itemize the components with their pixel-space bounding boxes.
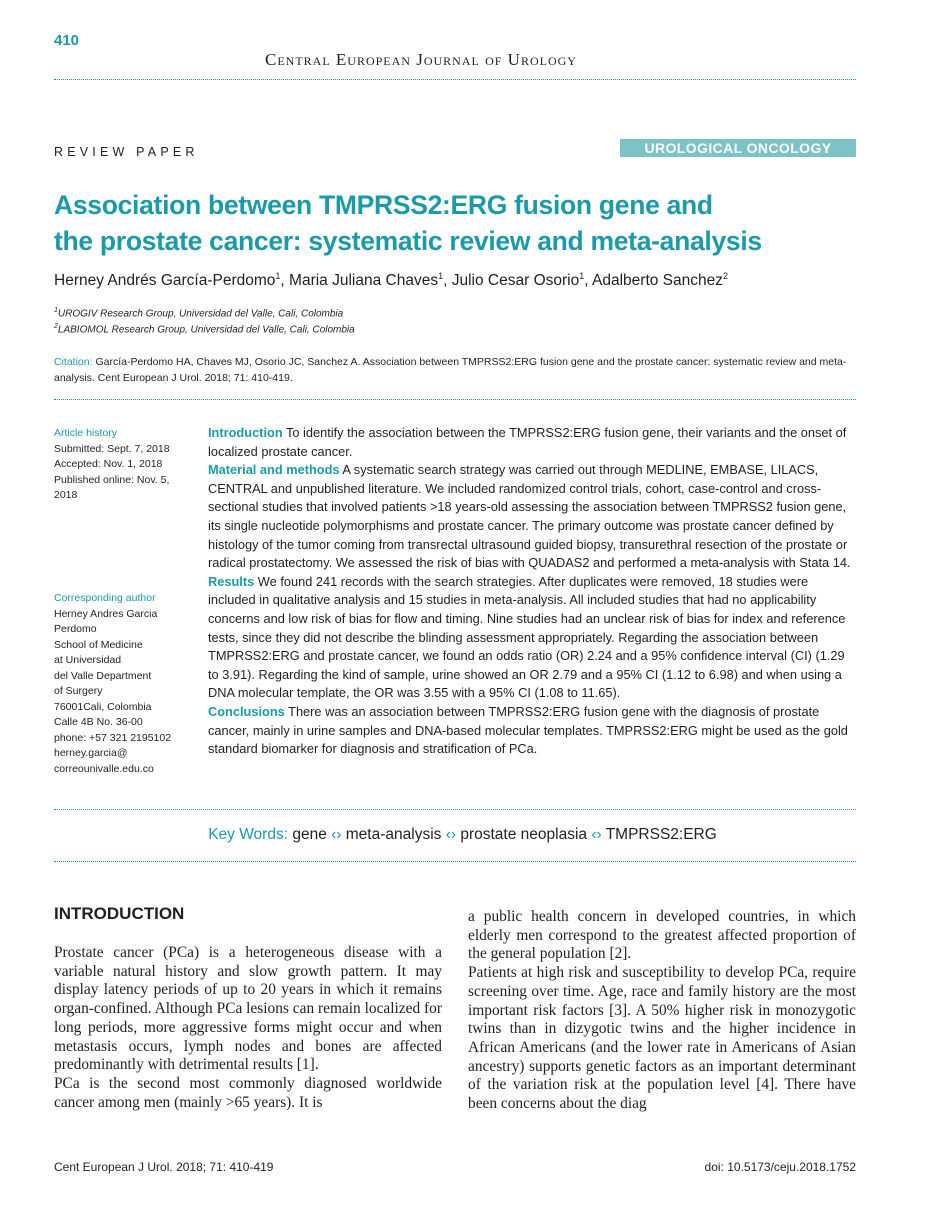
corresponding-line: Calle 4B No. 36-00 (54, 716, 143, 728)
keyword: TMPRSS2:ERG (605, 826, 717, 843)
citation-text: García-Perdomo HA, Chaves MJ, Osorio JC, Sanchez A. Association between TMPRSS2:ERG fusion gene and the prostate cancer: systematic review and meta-analysis. Cent European J Urol. 2018; 71: 410-419. (54, 356, 847, 384)
introduction-heading: INTRODUCTION (54, 904, 185, 923)
body-paragraph: Prostate cancer (PCa) is a heterogeneous disease with a variable natural history and slow growth pattern. It may display latency periods of up to 20 years in which it remains organ-confined. Although PCa lesions can remain localized for long periods, more aggressive forms might occur and when metastasis occurs, lymph nodes and bones are affected predominantly with detrimental results [1]. (54, 944, 442, 1074)
abstract-introduction: Introduction To identify the association between the TMPRSS2:ERG fusion gene, their variants and the onset of localized prostate cancer. (208, 425, 847, 459)
accepted-date: Accepted: Nov. 1, 2018 (54, 458, 163, 470)
footer-citation: Cent European J Urol. 2018; 71: 410-419 (54, 1160, 274, 1174)
abstract (208, 424, 858, 759)
author-affiliation-mark: 1 (438, 271, 444, 281)
keyword-separator: ‹› (445, 826, 457, 843)
corresponding-author (54, 591, 189, 777)
corresponding-line: School of Medicine (54, 638, 143, 651)
header-divider (54, 79, 856, 80)
title-line-2: the prostate cancer: systematic review and meta-analysis (54, 226, 762, 256)
corresponding-line: del Valle Department (54, 669, 152, 682)
title-line-1: Association between TMPRSS2:ERG fusion gene and (54, 190, 713, 220)
author-name: Julio Cesar Osorio (451, 272, 580, 290)
body-paragraph: a public health concern in developed countries, in which elderly men correspond to the greatest affected proportion of the general population [2]. (468, 908, 856, 963)
citation (54, 354, 856, 386)
author-name: Maria Juliana Chaves (289, 272, 439, 290)
keyword: prostate neoplasia (460, 826, 588, 843)
author-affiliation-mark: 2 (723, 271, 729, 281)
corresponding-email: herney.garcia@ (54, 747, 128, 759)
corresponding-line: Perdomo (54, 623, 97, 635)
keyword: meta-analysis (345, 826, 442, 843)
author-list: Herney Andrés García-Perdomo$^1$, Maria Juliana Chaves$^1$, Julio Cesar Osorio$^1$, Adalberto Sanchez$^2$ (54, 271, 729, 290)
paper-type: REVIEW PAPER (54, 145, 199, 159)
article-history-heading: Article history (54, 427, 118, 439)
abstract-methods: Material and methods A systematic search strategy was carried out through MEDLINE, EMBASE, LILACS, CENTRAL and unpublished literature. We included randomized control trials, cohort, case-control and cross-sectional studies that involved patients >18 years-old assessing the association between TMPRSS2 fusion gene, its single nucleotide polymorphisms and prostate cancer. The primary outcome was prostate cancer defined by histology of the tumor coming from transrectal ultrasound guided biopsy, transurethral resection of the prostate or radical prostatectomy. We assessed the risk of bias with QUADAS2 and performed a meta-analysis with Stata 14. (208, 462, 851, 571)
citation-label: Citation: (54, 356, 93, 368)
keywords (0, 826, 925, 844)
corresponding-line: at Universidad (54, 654, 122, 666)
body-paragraph: PCa is the second most commonly diagnosed worldwide cancer among men (mainly >65 years). It is (54, 1074, 442, 1111)
citation-divider (54, 399, 856, 400)
paper-title (54, 187, 864, 259)
body-column-left (54, 944, 442, 1112)
keyword-separator: ‹› (331, 826, 342, 843)
keywords-label: Key Words: (208, 826, 289, 843)
affiliation-1: $^1$UROGIV Research Group, Universidad del Valle, Cali, Colombia (54, 307, 344, 320)
author-affiliation-mark: 1 (275, 271, 281, 281)
corresponding-line: 76001Cali, Colombia (54, 700, 152, 713)
corresponding-line: Herney Andres Garcia (54, 607, 158, 620)
author-name: Adalberto Sanchez (592, 272, 723, 290)
keyword: gene (292, 826, 327, 843)
corresponding-phone: phone: +57 321 2195102 (54, 731, 172, 744)
abstract-conclusions: Conclusions There was an association between TMPRSS2:ERG fusion gene with the diagnosis of prostate cancer, mainly in urine samples and DNA-based molecular templates. TMPRSS2:ERG might be used as the gold standard biomarker for diagnosis and stratification of PCa. (208, 703, 848, 757)
body-paragraph: Patients at high risk and susceptibility to develop PCa, require screening over time. Age, race and family history are the most important risk factors [3]. A 50% higher risk in monozygotic twins than in dizygotic twins and the higher incidence in African Americans (and the lower rate in Americans of Asian ancestry) supports genetic factors as an important determinant of the variation risk at the population level [4]. There have been concerns about the diag (468, 964, 856, 1113)
page-number: 410 (54, 32, 80, 49)
keywords-divider-bottom (54, 861, 856, 862)
corresponding-line: of Surgery (54, 685, 103, 697)
keywords-divider-top (54, 809, 856, 810)
article-history (54, 426, 189, 504)
author-name: Herney Andrés García-Perdomo (54, 272, 276, 290)
journal-title: Central European Journal of Urology (265, 50, 577, 69)
corresponding-email: correounivalle.edu.co (54, 762, 154, 775)
body-column-right (468, 908, 856, 1114)
submitted-date: Submitted: Sept. 7, 2018 (54, 442, 170, 455)
author-affiliation-mark: 1 (579, 271, 585, 281)
corresponding-author-heading: Corresponding author (54, 592, 156, 604)
footer-doi: doi: 10.5173/ceju.2018.1752 (704, 1160, 856, 1174)
published-date: Published online: Nov. 5, 2018 (54, 473, 170, 501)
section-badge: UROLOGICAL ONCOLOGY (620, 139, 856, 157)
keyword-separator: ‹› (591, 826, 602, 843)
abstract-results: Results We found 241 records with the search strategies. After duplicates were removed, 18 studies were included in qualitative analysis and 15 studies in meta-analysis. All included studies that had no applicability concerns and low risk of bias for flow and timing. Nine studies had an unclear risk of bias for index and reference tests, since they did not describe the blinding assessment appropriately. Regarding the association between TMPRSS2:ERG and prostate cancer, we found an odds ratio (OR) 2.24 and a 95% confidence interval (CI) (1.29 to 3.91). Regarding the kind of sample, urine showed an OR 2.79 and a 95% CI (1.12 to 6.98) and when using a DNA molecular template, the OR was 3.55 with a 95% CI (1.08 to 11.65). (208, 573, 846, 701)
affiliation-2: $^2$LABIOMOL Research Group, Universidad del Valle, Cali, Colombia (54, 323, 355, 336)
